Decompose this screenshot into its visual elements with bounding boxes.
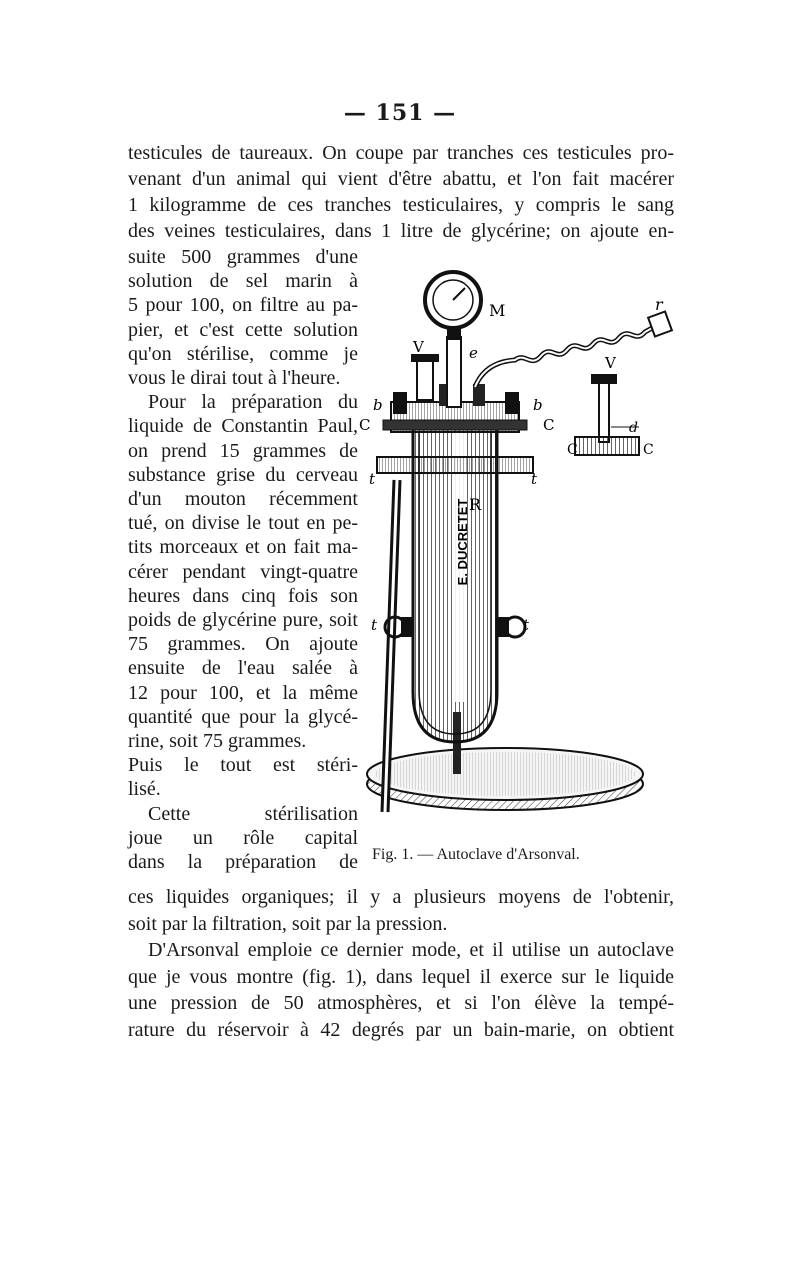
text-line: lisé. [128,778,161,801]
text-line: 75 grammes. On ajoute [128,633,358,656]
text-line: ensuite de l'eau salée à [128,657,358,680]
page-number: — 151 — [343,100,457,126]
label-t-mid-left: t [371,616,378,634]
text-line: tits morceaux et on fait ma- [128,536,358,559]
text-line: testicules de taureaux. On coupe par tranches ces testicules pro- [128,142,674,164]
text-line: des veines testiculaires, dans 1 litre de glycérine; on ajoute en- [128,220,674,242]
label-C-right: C [543,416,555,434]
text-line: Pour la préparation du [148,391,358,414]
text-line: venant d'un animal qui vient d'être abattu, et l'on fait macérer [128,168,674,190]
text-line: une pression de 50 atmosphères, et si l'on élève la tempé- [128,992,674,1014]
label-C-small-right: C [643,442,654,458]
text-line: D'Arsonval emploie ce dernier mode, et il utilise un autoclave [148,939,674,961]
text-line: pier, et c'est cette solution [128,318,358,341]
label-M: M [489,301,506,320]
text-line: substance grise du cerveau [128,463,358,486]
text-line: 5 pour 100, on filtre au pa- [128,294,358,317]
label-e: e [469,344,478,362]
text-line: qu'on stérilise, comme je [128,342,358,365]
label-t-right: t [531,470,538,488]
text-line: vous le dirai tout à l'heure. [128,367,341,389]
valve-stem [447,337,461,407]
text-line: joue un rôle capital [128,826,358,849]
text-line: Puis le tout est stéri- [128,754,358,777]
text-line: soit par la filtration, soit par la pression. [128,912,448,935]
label-V-right: V [605,354,616,372]
text-line: quantité que pour la glycé- [128,705,358,728]
text-line: d'un mouton récemment [128,488,358,510]
autoclave-figure [355,252,685,842]
lower-flange [377,457,533,473]
label-d: d [629,420,638,436]
text-line: cérer pendant vingt-quatre [128,560,358,583]
text-line: que je vous montre (fig. 1), dans lequel il exerce sur le liquide [128,965,674,988]
text-line: tué, on divise le tout en pe- [128,512,358,535]
text-line: Cette stérilisation [148,802,358,825]
label-V-left: V [413,338,424,356]
coiled-tube [475,322,663,387]
label-b-left: b [373,396,383,414]
text-line: poids de glycérine pure, soit [128,609,358,631]
label-r: r [655,295,663,314]
text-line: dans la préparation de [128,851,358,873]
label-t-left: t [369,470,376,488]
label-R: R [469,495,482,514]
autoclave-illustration [355,252,685,842]
text-line: rature du réservoir à 42 degrés par un bain-marie, on obtient [128,1018,674,1041]
text-line: heures dans cinq fois son [128,584,358,607]
text-line: 1 kilogramme de ces tranches testiculaires, y compris le sang [128,194,674,216]
label-C-small-left: C [567,442,578,458]
text-line: on prend 15 grammes de [128,439,358,462]
text-line: liquide de Constantin Paul, [128,415,358,438]
text-line: ces liquides organiques; il y a plusieurs moyens de l'obtenir, [128,886,674,908]
figure-caption: Fig. 1. — Autoclave d'Arsonval. [372,846,580,863]
text-line: suite 500 grammes d'une [128,246,358,268]
maker-stamp: E. DUCRETET [455,498,470,586]
label-t-mid-right: t [523,616,530,634]
detail-valve [599,382,609,442]
label-b-right: b [533,396,543,414]
text-line: 12 pour 100, et la même [128,681,358,704]
label-C-left: C [359,416,371,434]
text-line: rine, soit 75 grammes. [128,730,307,752]
text-line: solution de sel marin à [128,270,358,293]
